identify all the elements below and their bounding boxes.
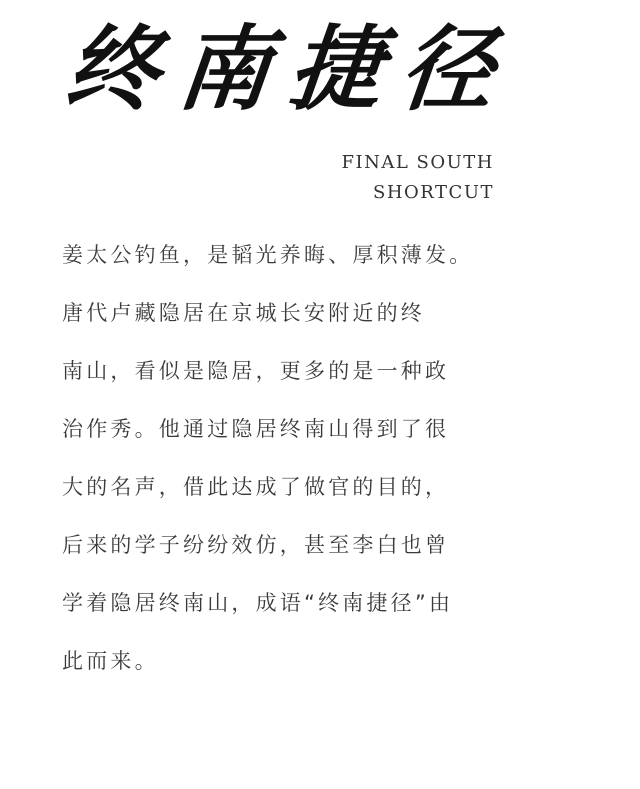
body-line-3: 南山，看似是隐居，更多的是一种政	[62, 359, 450, 383]
title-char-3: 捷	[284, 15, 388, 123]
title-char-2: 南	[172, 15, 276, 123]
body-line-6: 后来的学子纷纷效仿，甚至李白也曾	[62, 533, 450, 557]
body-line-5: 大的名声，借此达成了做官的目的，	[62, 475, 450, 499]
calligraphy-title	[60, 14, 500, 124]
title-char-1: 终	[60, 15, 165, 123]
subtitle-line-2: SHORTCUT	[373, 182, 494, 203]
body-line-4: 治作秀。他通过隐居终南山得到了很	[62, 417, 450, 441]
subtitle-line-1: FINAL SOUTH	[341, 152, 494, 173]
body-line-2: 唐代卢藏隐居在京城长安附近的终	[62, 301, 425, 325]
english-subtitle	[342, 148, 494, 208]
body-line-8: 此而来。	[62, 649, 159, 673]
title-char-4: 径	[395, 15, 500, 123]
body-line-1: 姜太公钓鱼，是韬光养晦、厚积薄发。	[62, 243, 474, 267]
body-paragraph	[62, 240, 502, 704]
body-line-7: 学着隐居终南山，成语“终南捷径”由	[62, 591, 454, 615]
